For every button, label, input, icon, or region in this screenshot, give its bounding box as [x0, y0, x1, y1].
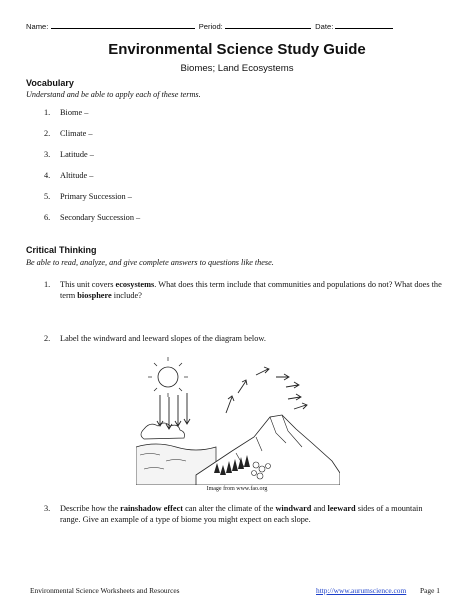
bold-term: biosphere — [77, 290, 112, 300]
date-field[interactable] — [335, 22, 393, 29]
vocab-term: Altitude – — [60, 171, 94, 180]
vocab-num: 3. — [44, 150, 51, 159]
vocab-num: 6. — [44, 213, 51, 222]
period-field[interactable] — [225, 22, 311, 29]
vocab-num: 1. — [44, 108, 51, 117]
vocab-term: Biome – — [60, 108, 89, 117]
vocab-item — [44, 171, 140, 192]
critical-thinking-heading: Critical Thinking — [26, 245, 97, 255]
vocab-num: 4. — [44, 171, 51, 180]
question-2 — [44, 334, 444, 345]
header-line — [26, 22, 393, 31]
critical-thinking-instruction: Be able to read, analyze, and give complete answers to questions like these. — [26, 258, 274, 267]
footer-link[interactable]: http://www.aurumscience.com — [316, 586, 407, 595]
vocab-term: Latitude – — [60, 150, 94, 159]
question-1 — [44, 280, 444, 301]
bold-term: leeward — [327, 504, 356, 513]
question-number: 1. — [44, 280, 51, 289]
date-label: Date: — [315, 22, 334, 31]
text-run: . What does this term include that communities and populations do not? What does the term — [60, 280, 442, 300]
name-label: Name: — [26, 22, 49, 31]
vocab-item — [44, 108, 140, 129]
vocabulary-instruction: Understand and be able to apply each of these terms. — [26, 90, 201, 99]
bold-term: windward — [275, 504, 312, 513]
question-3 — [44, 504, 444, 525]
text-run: can alter the climate of the — [183, 504, 276, 513]
vocabulary-list — [44, 108, 140, 234]
diagram-caption: Image from www.fao.org — [206, 486, 268, 492]
page-subtitle: Biomes; Land Ecosystems — [180, 63, 294, 74]
vocab-item — [44, 129, 140, 150]
vocab-item — [44, 213, 140, 234]
question-number: 2. — [44, 334, 51, 343]
vocab-num: 5. — [44, 192, 51, 201]
air-arrows — [226, 367, 307, 413]
question-3-text — [60, 504, 444, 525]
vocab-item — [44, 150, 140, 171]
vocab-term: Secondary Succession – — [60, 213, 141, 222]
vocab-term: Primary Succession – — [60, 192, 132, 201]
footer-source: Environmental Science Worksheets and Resources — [30, 586, 180, 595]
page-title: Environmental Science Study Guide — [108, 41, 366, 58]
text-run: and — [311, 504, 328, 513]
rainshadow-diagram — [136, 355, 340, 485]
period-label: Period: — [198, 22, 223, 31]
vocabulary-heading: Vocabulary — [26, 78, 74, 88]
text-run: This unit covers — [60, 280, 116, 289]
question-2-text: Label the windward and leeward slopes of the diagram below. — [60, 334, 266, 343]
text-run: include? — [111, 290, 142, 300]
text-run: Describe how the — [60, 504, 121, 513]
mountain — [196, 415, 340, 485]
vocab-item — [44, 192, 140, 213]
vocab-term: Climate – — [60, 129, 93, 138]
bold-term: ecosystems — [115, 280, 155, 289]
text-run: sides of a mountain range. Give an example of a type of biome you might expect on each slope. — [60, 504, 423, 524]
page-number: Page 1 — [420, 586, 440, 595]
name-field[interactable] — [51, 22, 195, 29]
vocab-num: 2. — [44, 129, 51, 138]
bold-term: rainshadow effect — [120, 504, 184, 513]
question-number: 3. — [44, 504, 51, 513]
question-1-text — [60, 280, 444, 301]
sun-icon — [148, 357, 188, 397]
